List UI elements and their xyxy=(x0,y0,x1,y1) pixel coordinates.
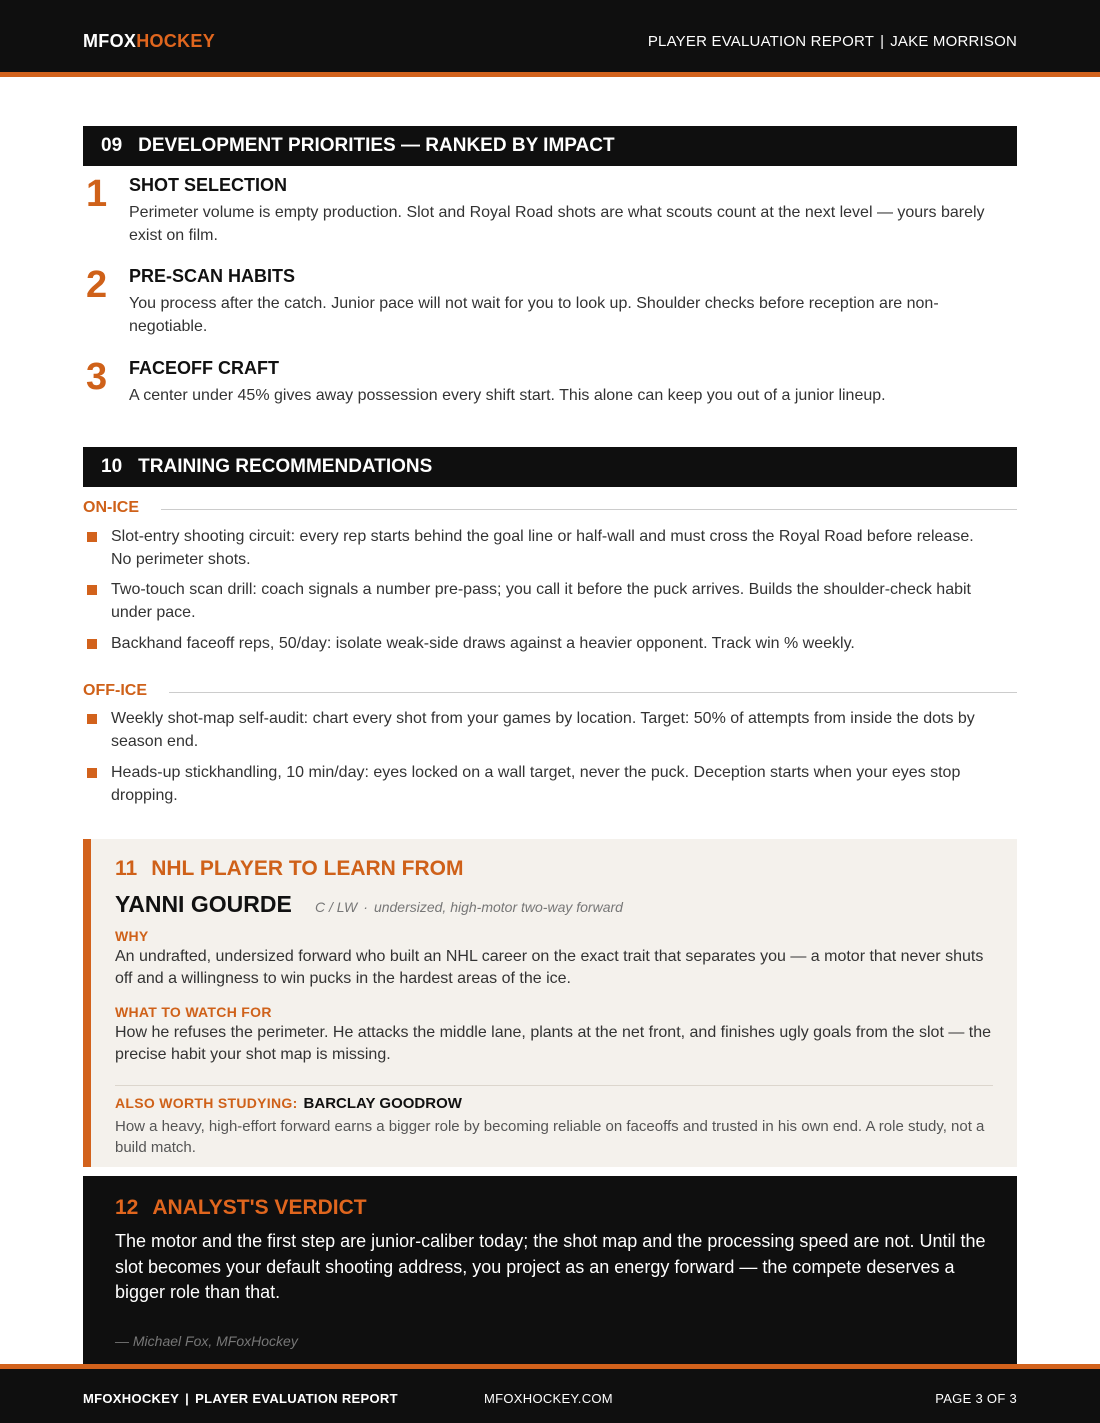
meta-dot: · xyxy=(363,899,368,915)
why-text: An undrafted, undersized forward who built an NHL career on the exact trait that separates you — a motor that never shuts off and a willingness to win pucks in the hardest areas of the ice. xyxy=(115,948,984,987)
page-header xyxy=(0,0,1100,72)
footer-report-title: PLAYER EVALUATION REPORT xyxy=(195,1391,398,1406)
nhl-player-position: C / LW xyxy=(315,899,358,915)
list-item-text: Two-touch scan drill: coach signals a number pre-pass; you call it before the puck arrives. Builds the shoulder-check habit under pace. xyxy=(111,581,971,621)
list-item-text: Weekly shot-map self-audit: chart every shot from your games by location. Target: 50% of attempts from inside the dots by season end. xyxy=(111,710,975,750)
section-10-number: 10 xyxy=(101,456,123,477)
off-ice-divider xyxy=(169,692,1017,693)
bullet-square-icon xyxy=(87,714,97,724)
section-09-number: 09 xyxy=(101,135,123,156)
footer-website: MFOXHOCKEY.COM xyxy=(484,1391,613,1406)
section-10-header xyxy=(83,447,1017,487)
also-label: ALSO WORTH STUDYING: xyxy=(115,1095,298,1111)
also-player-name: BARCLAY GOODROW xyxy=(303,1095,462,1112)
priority-title: PRE-SCAN HABITS xyxy=(129,266,296,286)
panel-divider xyxy=(115,1085,993,1086)
section-11-header xyxy=(115,857,464,881)
verdict-text: The motor and the first step are junior-caliber today; the shot map and the processing speed are not. Until the slot becomes your default shooting address, you project as an energy forward — the compete deserves a bigger role than that. xyxy=(115,1231,986,1302)
section-12-title: ANALYST'S VERDICT xyxy=(152,1196,367,1219)
header-player-name: JAKE MORRISON xyxy=(890,33,1017,50)
list-item-text: Heads-up stickhandling, 10 min/day: eyes locked on a wall target, never the puck. Deception starts when your eyes stop dropping. xyxy=(111,764,961,804)
watch-text: How he refuses the perimeter. He attacks the middle lane, plants at the net front, and finishes ugly goals from the slot — the precise habit your shot map is missing. xyxy=(115,1024,992,1063)
on-ice-label: ON-ICE xyxy=(83,499,139,516)
verdict-panel xyxy=(83,1176,1017,1364)
nhl-player-meta xyxy=(315,899,623,915)
panel-accent-bar xyxy=(83,839,91,1167)
bullet-square-icon xyxy=(87,639,97,649)
footer-brand-name: MFOXHOCKEY xyxy=(83,1391,180,1406)
header-report-title: PLAYER EVALUATION REPORT xyxy=(647,33,875,50)
watch-label: WHAT TO WATCH FOR xyxy=(115,1004,272,1020)
off-ice-subheader xyxy=(83,682,1017,702)
nhl-comparison-panel xyxy=(83,839,1017,1167)
bullet-square-icon xyxy=(87,532,97,542)
footer-page-number: PAGE 3 OF 3 xyxy=(935,1391,1017,1406)
section-12-header xyxy=(115,1196,367,1220)
nhl-player-descriptor: undersized, high-motor two-way forward xyxy=(373,899,623,915)
off-ice-label: OFF-ICE xyxy=(83,682,147,699)
also-worth-studying xyxy=(115,1095,462,1112)
footer-accent-rule xyxy=(0,1364,1100,1369)
on-ice-subheader xyxy=(83,499,1017,519)
section-11-title: NHL PLAYER TO LEARN FROM xyxy=(151,857,464,880)
list-item-text: Backhand faceoff reps, 50/day: isolate weak-side draws against a heavier opponent. Track win % weekly. xyxy=(111,635,855,652)
header-accent-rule xyxy=(0,72,1100,77)
also-text: How a heavy, high-effort forward earns a bigger role by becoming reliable on faceoffs and trusted in his own end. A role study, not a build match. xyxy=(115,1118,985,1156)
why-label: WHY xyxy=(115,928,149,944)
list-item-text: Slot-entry shooting circuit: every rep starts behind the goal line or half-wall and must cross the Royal Road before release. No perimeter shots. xyxy=(111,528,974,568)
priority-title: SHOT SELECTION xyxy=(129,175,288,195)
nhl-player-name: YANNI GOURDE xyxy=(115,891,292,917)
section-10-title: TRAINING RECOMMENDATIONS xyxy=(138,456,433,477)
priority-description: You process after the catch. Junior pace will not wait for you to look up. Shoulder checks before reception are non-negotiable. xyxy=(129,295,939,335)
brand-main: MFOX xyxy=(83,31,137,51)
priority-rank: 2 xyxy=(86,264,108,306)
header-separator: | xyxy=(880,33,885,50)
header-report-info xyxy=(648,33,1017,50)
on-ice-divider xyxy=(161,509,1017,510)
section-12-number: 12 xyxy=(115,1196,139,1219)
section-09-title: DEVELOPMENT PRIORITIES — RANKED BY IMPACT xyxy=(138,135,615,156)
priority-rank: 1 xyxy=(86,173,108,215)
footer-brand xyxy=(83,1391,398,1406)
footer-separator: | xyxy=(185,1391,190,1406)
priority-title: FACEOFF CRAFT xyxy=(129,358,279,378)
priority-description: Perimeter volume is empty production. Slot and Royal Road shots are what scouts count at the next level — yours barely exist on film. xyxy=(129,204,985,244)
brand-accent: HOCKEY xyxy=(136,31,216,51)
section-09-header xyxy=(83,126,1017,166)
page-footer xyxy=(0,1364,1100,1423)
verdict-signature: — Michael Fox, MFoxHockey xyxy=(115,1333,298,1349)
bullet-square-icon xyxy=(87,585,97,595)
brand-logo xyxy=(83,31,215,52)
bullet-square-icon xyxy=(87,768,97,778)
priority-rank: 3 xyxy=(86,356,108,398)
section-11-number: 11 xyxy=(115,857,138,880)
priority-description: A center under 45% gives away possession every shift start. This alone can keep you out of a junior lineup. xyxy=(129,387,886,404)
